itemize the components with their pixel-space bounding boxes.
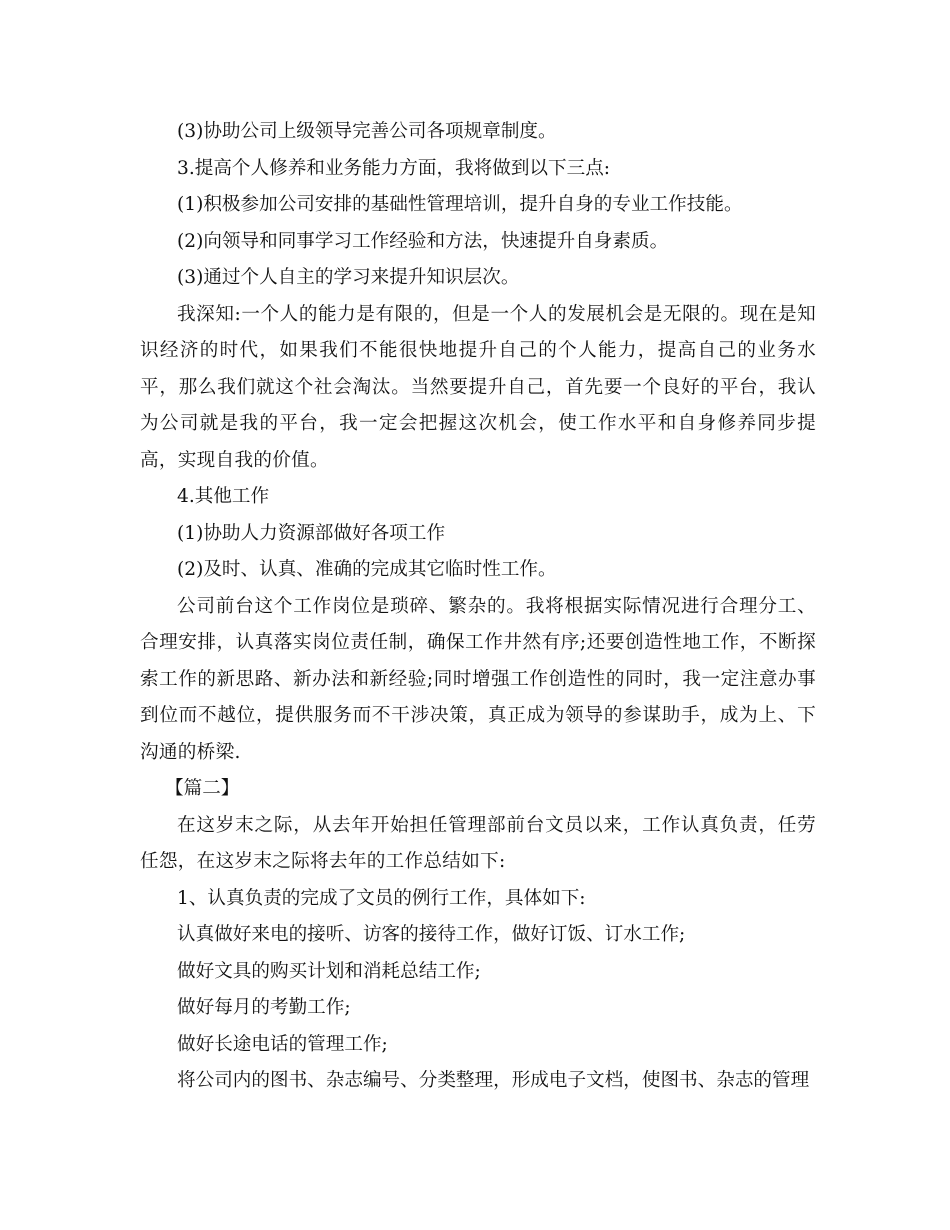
list-item: (3)协助公司上级领导完善公司各项规章制度。 (177, 121, 557, 142)
section-title: 【篇二】 (165, 778, 240, 799)
list-item: 做好文具的购买计划和消耗总结工作; (177, 960, 481, 982)
paragraph: 在这岁末之际，从去年开始担任管理部前台文员以来，工作认真负责，任劳任怨，在这岁末之际将去年的工作总结如下: (140, 814, 816, 872)
list-item: (1)积极参加公司安排的基础性管理培训，提升自身的专业工作技能。 (177, 194, 743, 215)
section-heading: 1、认真负责的完成了文员的例行工作，具体如下: (177, 887, 586, 909)
list-item: 做好长途电话的管理工作; (177, 1033, 388, 1055)
list-item: 将公司内的图书、杂志编号、分类整理，形成电子文档，使图书、杂志的管理 (177, 1070, 810, 1091)
list-item: 认真做好来电的接听、访客的接待工作，做好订饭、订水工作; (177, 924, 686, 945)
list-item: (1)协助人力资源部做好各项工作 (177, 522, 446, 544)
section-heading: 4.其他工作 (177, 486, 270, 507)
list-item: (3)通过个人自主的学习来提升知识层次。 (177, 267, 520, 288)
list-item: (2)及时、认真、准确的完成其它临时性工作。 (177, 559, 557, 580)
list-item: (2)向领导和同事学习工作经验和方法，快速提升自身素质。 (177, 230, 669, 252)
list-item: 做好每月的考勤工作; (177, 997, 351, 1018)
paragraph: 公司前台这个工作岗位是琐碎、繁杂的。我将根据实际情况进行合理分工、合理安排，认真落实岗位责任制，确保工作井然有序;还要创造性地工作，不断探索工作的新思路、新办法和新经验;同时增强工作创造性的同时，我一定注意办事到位而不越位，提供服务而不干涉决策，真正成为领导的参谋助手，成为上、下沟通的桥梁. (140, 595, 816, 763)
paragraph: 我深知:一个人的能力是有限的，但是一个人的发展机会是无限的。现在是知识经济的时代，如果我们不能很快地提升自己的个人能力，提高自己的业务水平，那么我们就这个社会淘汰。当然要提升自己，首先要一个良好的平台，我认为公司就是我的平台，我一定会把握这次机会，使工作水平和自身修养同步提高，实现自我的价值。 (140, 303, 816, 471)
section-heading: 3.提高个人修养和业务能力方面，我将做到以下三点: (177, 157, 611, 179)
document-body (140, 114, 816, 1100)
